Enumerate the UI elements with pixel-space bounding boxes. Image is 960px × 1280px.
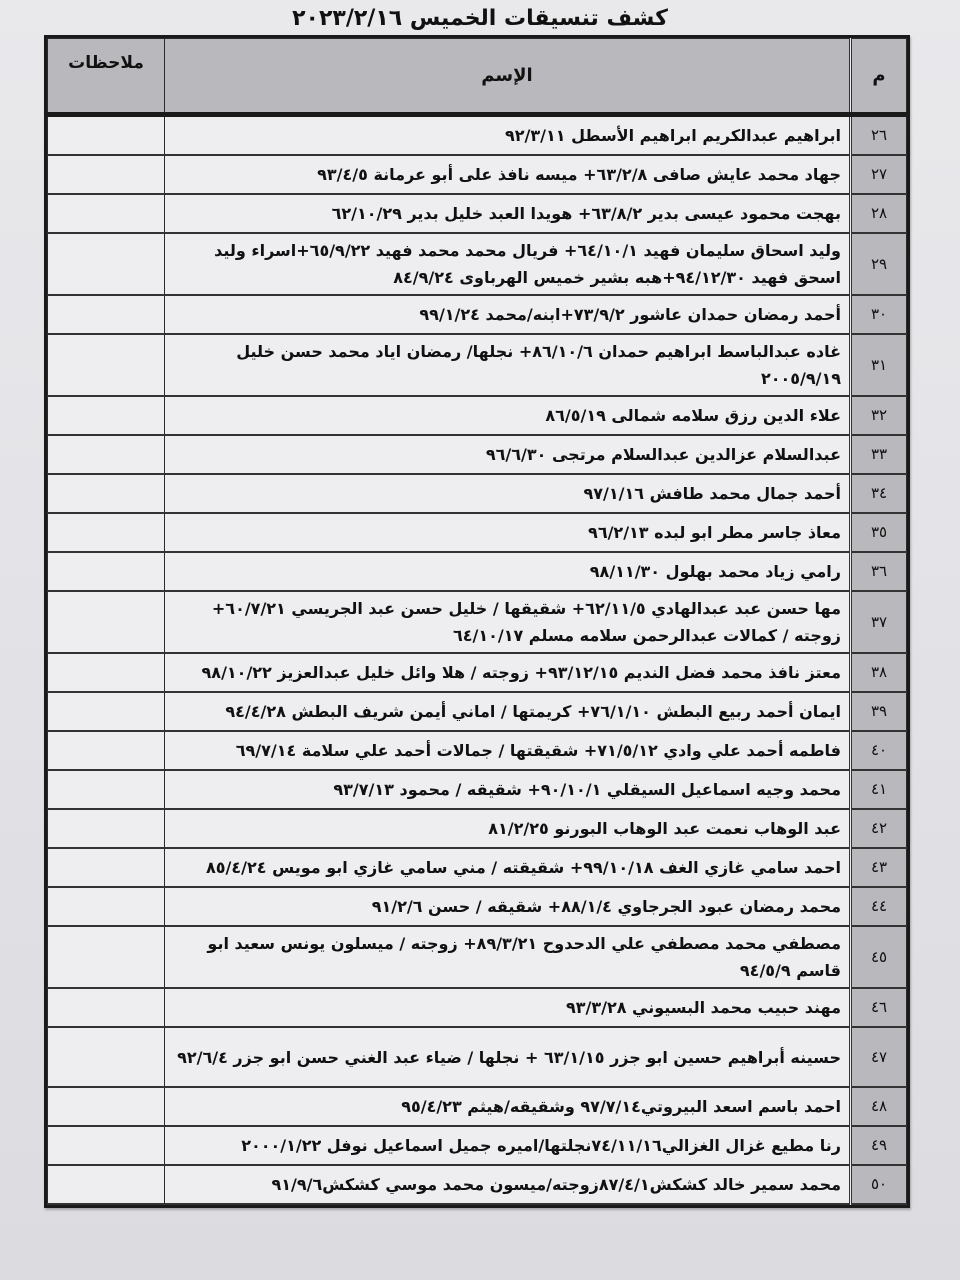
- row-name: مصطفي محمد مصطفي علي الدحدوح ٨٩/٣/٢١+ زوجته / ميسلون يونس سعيد ابو قاسم ٩٤/٥/٩: [165, 926, 851, 988]
- table-row: [48, 653, 907, 692]
- row-number: ٤٦: [851, 988, 907, 1027]
- table-header-row: [48, 39, 907, 115]
- row-notes: [48, 1126, 165, 1165]
- row-notes: [48, 1087, 165, 1126]
- row-number: ٢٦: [851, 115, 907, 156]
- row-number: ٣٤: [851, 474, 907, 513]
- row-notes: [48, 474, 165, 513]
- row-name: عبدالسلام عزالدين عبدالسلام مرتجى ٩٦/٦/٣٠: [165, 435, 851, 474]
- row-number: ٤٩: [851, 1126, 907, 1165]
- row-number: ٢٨: [851, 194, 907, 233]
- row-name: أحمد جمال محمد طافش ٩٧/١/١٦: [165, 474, 851, 513]
- row-notes: [48, 692, 165, 731]
- row-notes: [48, 809, 165, 848]
- row-number: ٤٢: [851, 809, 907, 848]
- row-number: ٣١: [851, 334, 907, 396]
- table-body: [48, 115, 907, 1205]
- row-name: غاده عبدالباسط ابراهيم حمدان ٨٦/١٠/٦+ نجلها/ رمضان اياد محمد حسن خليل ٢٠٠٥/٩/١٩: [165, 334, 851, 396]
- table-row: [48, 988, 907, 1027]
- row-name: محمد وجيه اسماعيل السيقلي ٩٠/١٠/١+ شقيقه / محمود ٩٣/٧/١٣: [165, 770, 851, 809]
- table-row: [48, 1126, 907, 1165]
- row-number: ٤٥: [851, 926, 907, 988]
- table-row: [48, 1165, 907, 1204]
- table-row: [48, 155, 907, 194]
- table-row: [48, 233, 907, 295]
- row-name: حسينه أبراهيم حسين ابو جزر ٦٣/١/١٥ + نجلها / ضياء عبد الغني حسن ابو جزر ٩٢/٦/٤: [165, 1027, 851, 1087]
- table-row: [48, 692, 907, 731]
- column-header-number: م: [851, 39, 907, 115]
- table-row: [48, 809, 907, 848]
- table-row: [48, 552, 907, 591]
- row-name: رامي زياد محمد بهلول ٩٨/١١/٣٠: [165, 552, 851, 591]
- row-name: احمد سامي غازي الغف ٩٩/١٠/١٨+ شقيقته / مني سامي غازي ابو مويس ٨٥/٤/٢٤: [165, 848, 851, 887]
- row-name: احمد باسم اسعد البيروتي٩٧/٧/١٤ وشقيقه/هيثم ٩٥/٤/٢٣: [165, 1087, 851, 1126]
- row-number: ٥٠: [851, 1165, 907, 1204]
- document-title: كشف تنسيقات الخميس ٢٠٢٣/٢/١٦: [292, 6, 668, 31]
- row-name: ايمان أحمد ربيع البطش ٧٦/١/١٠+ كريمتها / اماني أيمن شريف البطش ٩٤/٤/٢٨: [165, 692, 851, 731]
- row-notes: [48, 848, 165, 887]
- row-notes: [48, 926, 165, 988]
- row-notes: [48, 887, 165, 926]
- column-header-notes: ملاحظات: [48, 39, 165, 115]
- row-number: ٢٩: [851, 233, 907, 295]
- row-notes: [48, 295, 165, 334]
- table-row: [48, 848, 907, 887]
- row-number: ٤٨: [851, 1087, 907, 1126]
- row-number: ٣٠: [851, 295, 907, 334]
- row-notes: [48, 1165, 165, 1204]
- row-number: ٣٥: [851, 513, 907, 552]
- coordination-table: [47, 38, 907, 1205]
- table-row: [48, 770, 907, 809]
- table-row: [48, 295, 907, 334]
- row-notes: [48, 334, 165, 396]
- row-number: ٤٧: [851, 1027, 907, 1087]
- row-name: بهجت محمود عيسى بدير ٦٣/٨/٢+ هويدا العبد خليل بدير ٦٢/١٠/٢٩: [165, 194, 851, 233]
- row-number: ٤٣: [851, 848, 907, 887]
- row-number: ٣٨: [851, 653, 907, 692]
- row-name: محمد رمضان عبود الجرجاوي ٨٨/١/٤+ شقيقه / حسن ٩١/٢/٦: [165, 887, 851, 926]
- row-name: معتز نافذ محمد فضل النديم ٩٣/١٢/١٥+ زوجته / هلا وائل خليل عبدالعزيز ٩٨/١٠/٢٢: [165, 653, 851, 692]
- table-row: [48, 513, 907, 552]
- row-number: ٣٩: [851, 692, 907, 731]
- row-number: ٤١: [851, 770, 907, 809]
- row-name: مها حسن عبد عبدالهادي ٦٢/١١/٥+ شقيقها / خليل حسن عبد الجريسي ٦٠/٧/٢١+ زوجته / كمالات عبدالرحمن سلامه مسلم ٦٤/١٠/١٧: [165, 591, 851, 653]
- row-notes: [48, 591, 165, 653]
- row-number: ٢٧: [851, 155, 907, 194]
- row-name: علاء الدين رزق سلامه شمالى ٨٦/٥/١٩: [165, 396, 851, 435]
- row-number: ٤٠: [851, 731, 907, 770]
- column-header-name-label: الإسم: [481, 65, 533, 86]
- row-name: وليد اسحاق سليمان فهيد ٦٤/١٠/١+ فريال محمد محمد فهيد ٦٥/٩/٢٢+اسراء وليد اسحق فهيد ٩٤/١٢/٣٠+هبه بشير خميس الهرباوى ٨٤/٩/٢٤: [165, 233, 851, 295]
- table-row: [48, 1027, 907, 1087]
- row-notes: [48, 552, 165, 591]
- row-name: عبد الوهاب نعمت عبد الوهاب البورنو ٨١/٢/٢٥: [165, 809, 851, 848]
- row-notes: [48, 988, 165, 1027]
- row-name: مهند حبيب محمد البسيوني ٩٣/٣/٢٨: [165, 988, 851, 1027]
- row-name: جهاد محمد عايش صافى ٦٣/٢/٨+ ميسه نافذ على أبو عرمانة ٩٣/٤/٥: [165, 155, 851, 194]
- row-notes: [48, 513, 165, 552]
- row-number: ٣٣: [851, 435, 907, 474]
- row-notes: [48, 770, 165, 809]
- coordination-table-sheet: [44, 35, 910, 1208]
- table-row: [48, 334, 907, 396]
- row-number: ٣٧: [851, 591, 907, 653]
- row-name: محمد سمير خالد كشكش٨٧/٤/١زوجته/ميسون محمد موسي كشكش٩١/٩/٦: [165, 1165, 851, 1204]
- row-notes: [48, 155, 165, 194]
- row-name: ابراهيم عبدالكريم ابراهيم الأسطل ٩٢/٣/١١: [165, 115, 851, 156]
- row-notes: [48, 1027, 165, 1087]
- column-header-name: [165, 39, 851, 115]
- row-name: فاطمه أحمد علي وادي ٧١/٥/١٢+ شقيقتها / جمالات أحمد علي سلامة ٦٩/٧/١٤: [165, 731, 851, 770]
- row-notes: [48, 731, 165, 770]
- row-notes: [48, 435, 165, 474]
- table-row: [48, 1087, 907, 1126]
- row-notes: [48, 115, 165, 156]
- table-row: [48, 194, 907, 233]
- row-name: معاذ جاسر مطر ابو لبده ٩٦/٢/١٣: [165, 513, 851, 552]
- row-number: ٣٦: [851, 552, 907, 591]
- row-notes: [48, 194, 165, 233]
- row-number: ٣٢: [851, 396, 907, 435]
- table-row: [48, 926, 907, 988]
- row-notes: [48, 233, 165, 295]
- row-name: أحمد رمضان حمدان عاشور ٧٣/٩/٢+ابنه/محمد ٩٩/١/٢٤: [165, 295, 851, 334]
- row-number: ٤٤: [851, 887, 907, 926]
- table-row: [48, 115, 907, 156]
- table-row: [48, 591, 907, 653]
- row-name: رنا مطيع غزال الغزالي٧٤/١١/١٦نجلتها/اميره جميل اسماعيل نوفل ٢٠٠٠/١/٢٢: [165, 1126, 851, 1165]
- table-row: [48, 435, 907, 474]
- table-row: [48, 396, 907, 435]
- row-notes: [48, 653, 165, 692]
- table-row: [48, 474, 907, 513]
- row-notes: [48, 396, 165, 435]
- table-row: [48, 731, 907, 770]
- table-row: [48, 887, 907, 926]
